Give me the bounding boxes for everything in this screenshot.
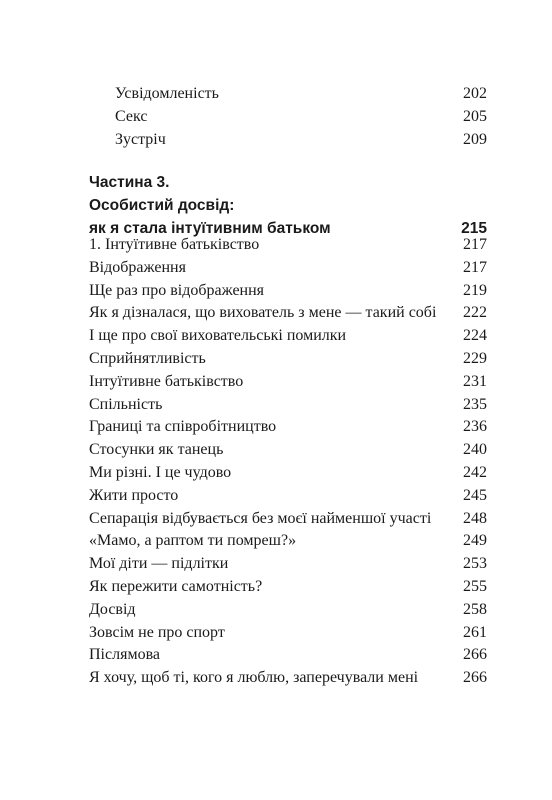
toc-entry-title: Усвідомленість bbox=[115, 85, 219, 102]
toc-entry-title: Спільність bbox=[89, 395, 163, 413]
toc-entry bbox=[89, 416, 487, 439]
toc-entry bbox=[89, 302, 487, 325]
toc-entry-page: 245 bbox=[463, 486, 487, 504]
toc-entry bbox=[89, 439, 487, 462]
toc-entry bbox=[89, 462, 487, 485]
toc-entry-page: 224 bbox=[463, 327, 487, 345]
toc-entry-title: Відображення bbox=[89, 258, 186, 276]
toc-entry-title: Жити просто bbox=[89, 486, 179, 504]
toc-entry-title: Ми різні. І це чудово bbox=[89, 463, 232, 481]
toc-entry-page: 249 bbox=[463, 532, 487, 550]
toc-entry bbox=[89, 83, 487, 106]
toc-entry-page: 253 bbox=[463, 555, 487, 573]
toc-entry-page: 236 bbox=[463, 418, 487, 436]
toc-entry bbox=[89, 667, 487, 690]
toc-entry-page: 209 bbox=[463, 130, 487, 148]
part-heading-line bbox=[89, 171, 487, 194]
toc-entry-page: 240 bbox=[463, 441, 487, 459]
toc-entry-title: Секс bbox=[115, 107, 148, 125]
part-heading bbox=[89, 171, 487, 240]
toc-entry bbox=[89, 348, 487, 371]
toc-entry-page: 266 bbox=[463, 669, 487, 687]
toc-entry-title: «Мамо, а раптом ти помреш?» bbox=[89, 532, 297, 550]
toc-entry-title: Сепарація відбувається без моєї найменшої участі bbox=[89, 509, 432, 527]
toc-entry-title: Ще раз про відображення bbox=[89, 281, 265, 299]
toc-part-entries bbox=[89, 234, 487, 690]
toc-entry-title: Як я дізналася, що вихователь з мене — такий собі bbox=[89, 304, 437, 322]
toc-entry-page: 248 bbox=[463, 509, 487, 527]
toc-entry-title: Границі та співробітництво bbox=[89, 418, 277, 436]
toc-entry bbox=[89, 106, 487, 129]
toc-entry-title: Зустріч bbox=[115, 130, 166, 148]
toc-entry-title: Досвід bbox=[89, 600, 136, 618]
toc-entry-page: 235 bbox=[463, 395, 487, 413]
toc-entry-page: 217 bbox=[463, 258, 487, 276]
toc-entry bbox=[89, 234, 487, 257]
toc-entry-page: 219 bbox=[463, 281, 487, 299]
toc-entry-page: 266 bbox=[463, 646, 487, 664]
toc-entry-title: Зовсім не про спорт bbox=[89, 623, 225, 641]
toc-entry-title: Як пережити самотність? bbox=[89, 577, 263, 595]
toc-entry bbox=[89, 576, 487, 599]
toc-entry bbox=[89, 280, 487, 303]
toc-entry-title: Інтуїтивне батьківство bbox=[89, 372, 244, 390]
toc-entry bbox=[89, 394, 487, 417]
toc-entry bbox=[89, 325, 487, 348]
toc-entry bbox=[89, 622, 487, 645]
toc-entry-title: Мої діти — підлітки bbox=[89, 555, 229, 573]
toc-entry-page: 222 bbox=[463, 304, 487, 322]
toc-entry-title: 1. Інтуїтивне батьківство bbox=[89, 236, 260, 253]
toc-entry bbox=[89, 644, 487, 667]
toc-previous-entries bbox=[89, 83, 487, 151]
toc-entry-title: І ще про свої виховательські помилки bbox=[89, 327, 347, 345]
toc-entry-page: 255 bbox=[463, 577, 487, 595]
toc-entry bbox=[89, 508, 487, 531]
toc-entry-page: 217 bbox=[463, 236, 487, 253]
toc-entry-title: Сприйнятливість bbox=[89, 349, 206, 367]
toc-entry-page: 229 bbox=[463, 349, 487, 367]
toc-entry bbox=[89, 485, 487, 508]
toc-entry-title: Стосунки як танець bbox=[89, 441, 224, 459]
toc-entry-title: Післямова bbox=[89, 646, 161, 664]
toc-entry bbox=[89, 371, 487, 394]
part-number: Частина 3. bbox=[89, 174, 170, 191]
toc-entry-page: 258 bbox=[463, 600, 487, 618]
toc-entry-page: 202 bbox=[463, 85, 487, 102]
toc-entry bbox=[89, 599, 487, 622]
toc-entry bbox=[89, 129, 487, 152]
toc-entry bbox=[89, 530, 487, 553]
part-title-line-1: Особистий досвід: bbox=[89, 197, 235, 214]
toc-entry bbox=[89, 553, 487, 576]
toc-entry-title: Я хочу, щоб ті, кого я люблю, заперечували мені bbox=[89, 669, 419, 687]
toc-entry-page: 261 bbox=[463, 623, 487, 641]
part-page: 215 bbox=[461, 220, 487, 237]
toc-entry-page: 231 bbox=[463, 372, 487, 390]
toc-entry-page: 242 bbox=[463, 463, 487, 481]
toc-entry bbox=[89, 257, 487, 280]
part-title-line-2: як я стала інтуїтивним батьком bbox=[89, 220, 331, 237]
toc-entry-page: 205 bbox=[463, 107, 487, 125]
part-heading-line bbox=[89, 194, 487, 217]
